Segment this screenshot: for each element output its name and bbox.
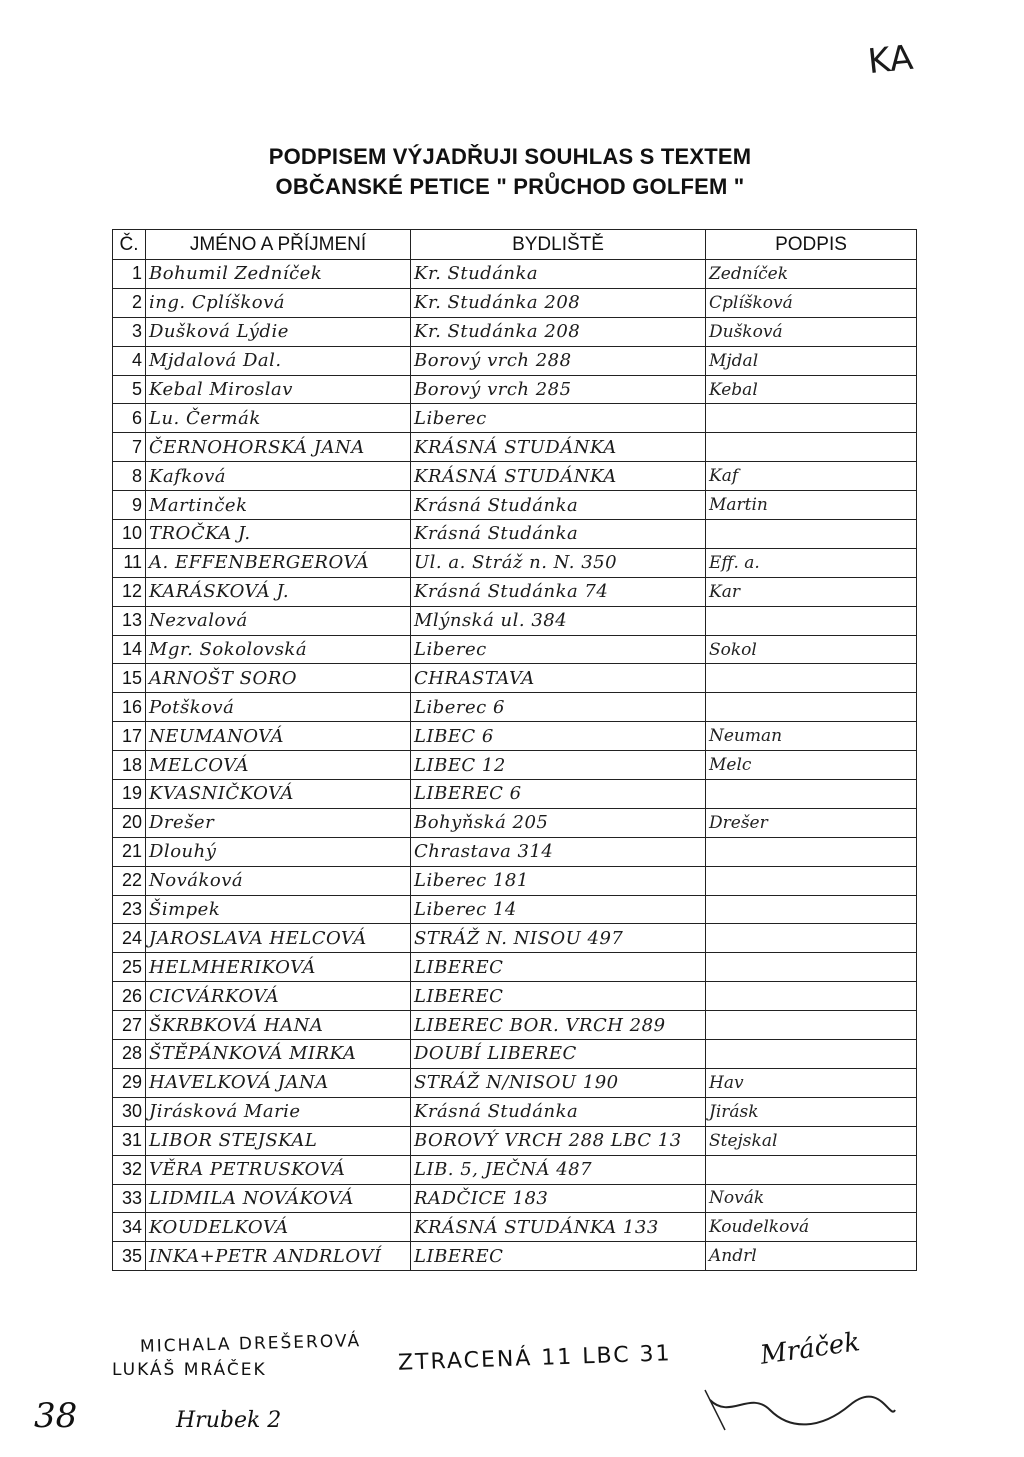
row-signature: Mjdal — [706, 346, 917, 375]
row-signature — [706, 1155, 917, 1184]
table-row — [113, 606, 917, 635]
table-row — [113, 260, 917, 289]
row-signature: Stejskal — [706, 1126, 917, 1155]
row-name: ŠTĚPÁNKOVÁ MIRKA — [146, 1040, 411, 1069]
table-row — [113, 288, 917, 317]
row-name: Dlouhý — [146, 837, 411, 866]
table-row — [113, 1213, 917, 1242]
row-name: Kebal Miroslav — [146, 375, 411, 404]
row-signature — [706, 606, 917, 635]
row-address: Borový vrch 285 — [411, 375, 706, 404]
table-row — [113, 924, 917, 953]
row-address: DOUBÍ LIBEREC — [411, 1040, 706, 1069]
row-name: Kafková — [146, 462, 411, 491]
table-row — [113, 433, 917, 462]
table-row — [113, 722, 917, 751]
row-number: 8 — [113, 462, 146, 491]
row-signature — [706, 837, 917, 866]
row-signature — [706, 1011, 917, 1040]
row-number: 25 — [113, 953, 146, 982]
row-address: KRÁSNÁ STUDÁNKA — [411, 433, 706, 462]
table-row — [113, 693, 917, 722]
row-signature: Martin — [706, 491, 917, 520]
row-signature — [706, 953, 917, 982]
row-number: 14 — [113, 635, 146, 664]
row-name: Martinček — [146, 491, 411, 520]
row-signature — [706, 693, 917, 722]
row-number: 20 — [113, 808, 146, 837]
row-name: Bohumil Zedníček — [146, 260, 411, 289]
row-name: MELCOVÁ — [146, 751, 411, 780]
row-address: Liberec 181 — [411, 866, 706, 895]
table-row — [113, 1126, 917, 1155]
row-name: NEUMANOVÁ — [146, 722, 411, 751]
row-address: Krásná Studánka — [411, 491, 706, 520]
row-name: TROČKA J. — [146, 520, 411, 549]
row-address: LIBEREC — [411, 953, 706, 982]
row-signature: Sokol — [706, 635, 917, 664]
row-number: 19 — [113, 780, 146, 809]
row-address: Chrastava 314 — [411, 837, 706, 866]
row-signature — [706, 866, 917, 895]
header-number: Č. — [113, 230, 146, 260]
footer-extra-address: ZTRACENÁ 11 LBC 31 — [397, 1341, 672, 1376]
row-name: CICVÁRKOVÁ — [146, 982, 411, 1011]
row-signature: Dušková — [706, 317, 917, 346]
row-signature: Cplíšková — [706, 288, 917, 317]
table-row — [113, 1155, 917, 1184]
table-row — [113, 1184, 917, 1213]
row-name: Potšková — [146, 693, 411, 722]
row-address: Kr. Studánka 208 — [411, 317, 706, 346]
row-number: 24 — [113, 924, 146, 953]
row-name: HAVELKOVÁ JANA — [146, 1068, 411, 1097]
row-number: 30 — [113, 1097, 146, 1126]
table-row — [113, 895, 917, 924]
row-name: ŠKRBKOVÁ HANA — [146, 1011, 411, 1040]
row-number: 9 — [113, 491, 146, 520]
row-number: 12 — [113, 577, 146, 606]
row-number: 22 — [113, 866, 146, 895]
row-address: Liberec — [411, 635, 706, 664]
row-address: Krásná Studánka 74 — [411, 577, 706, 606]
row-number: 35 — [113, 1242, 146, 1271]
row-signature: Andrl — [706, 1242, 917, 1271]
row-number: 31 — [113, 1126, 146, 1155]
row-address: RADČICE 183 — [411, 1184, 706, 1213]
page-signature: Hrubek 2 — [176, 1408, 282, 1433]
row-signature — [706, 780, 917, 809]
row-number: 11 — [113, 548, 146, 577]
footer-extra-signature: Mráček — [758, 1327, 862, 1371]
table-row — [113, 375, 917, 404]
title-line-1: PODPISEM VÝJADŘUJI SOUHLAS S TEXTEM — [268, 144, 752, 169]
row-signature: Melc — [706, 751, 917, 780]
row-name: KARÁSKOVÁ J. — [146, 577, 411, 606]
table-row — [113, 635, 917, 664]
row-name: VĚRA PETRUSKOVÁ — [146, 1155, 411, 1184]
row-number: 17 — [113, 722, 146, 751]
footer-extra-name-2: LUKÁŠ MRÁČEK — [112, 1360, 267, 1380]
row-name: KVASNIČKOVÁ — [146, 780, 411, 809]
row-number: 15 — [113, 664, 146, 693]
row-address: Liberec 6 — [411, 693, 706, 722]
row-name: Mjdalová Dal. — [146, 346, 411, 375]
row-address: KRÁSNÁ STUDÁNKA — [411, 462, 706, 491]
table-row — [113, 548, 917, 577]
page-count: 38 — [34, 1396, 78, 1436]
table-row — [113, 462, 917, 491]
row-number: 2 — [113, 288, 146, 317]
row-signature: Jirásk — [706, 1097, 917, 1126]
corner-mark: KA — [866, 37, 915, 83]
title-line-2: OBČANSKÉ PETICE " PRŮCHOD GOLFEM " — [275, 174, 745, 199]
row-address: Liberec 14 — [411, 895, 706, 924]
table-row — [113, 317, 917, 346]
row-address: Liberec — [411, 404, 706, 433]
table-row — [113, 953, 917, 982]
row-signature: Kar — [706, 577, 917, 606]
header-name: JMÉNO A PŘÍJMENÍ — [146, 230, 411, 260]
table-row — [113, 982, 917, 1011]
row-address: BOROVÝ VRCH 288 LBC 13 — [411, 1126, 706, 1155]
row-address: Ul. a. Stráž n. N. 350 — [411, 548, 706, 577]
row-signature: Zedníček — [706, 260, 917, 289]
row-address: Krásná Studánka — [411, 1097, 706, 1126]
row-signature — [706, 895, 917, 924]
row-number: 23 — [113, 895, 146, 924]
row-number: 16 — [113, 693, 146, 722]
row-address: LIBEREC — [411, 1242, 706, 1271]
row-signature — [706, 924, 917, 953]
row-number: 6 — [113, 404, 146, 433]
table-row — [113, 520, 917, 549]
row-number: 3 — [113, 317, 146, 346]
row-address: LIBEREC — [411, 982, 706, 1011]
row-name: Drešer — [146, 808, 411, 837]
row-address: Kr. Studánka — [411, 260, 706, 289]
row-name: KOUDELKOVÁ — [146, 1213, 411, 1242]
row-number: 13 — [113, 606, 146, 635]
row-number: 4 — [113, 346, 146, 375]
row-name: HELMHERIKOVÁ — [146, 953, 411, 982]
row-signature: Koudelková — [706, 1213, 917, 1242]
table-row — [113, 780, 917, 809]
row-number: 27 — [113, 1011, 146, 1040]
table-row — [113, 1011, 917, 1040]
table-row — [113, 491, 917, 520]
signature-table — [112, 229, 917, 1271]
row-name: INKA+PETR ANDRLOVÍ — [146, 1242, 411, 1271]
row-number: 7 — [113, 433, 146, 462]
table-row — [113, 346, 917, 375]
footer-extra-name-1: MICHALA DREŠEROVÁ — [139, 1331, 362, 1357]
row-name: Nováková — [146, 866, 411, 895]
row-number: 18 — [113, 751, 146, 780]
table-row — [113, 837, 917, 866]
row-name: ČERNOHORSKÁ JANA — [146, 433, 411, 462]
row-address: Bohyňská 205 — [411, 808, 706, 837]
row-signature — [706, 982, 917, 1011]
row-address: KRÁSNÁ STUDÁNKA 133 — [411, 1213, 706, 1242]
row-number: 33 — [113, 1184, 146, 1213]
table-row — [113, 1242, 917, 1271]
row-signature — [706, 1040, 917, 1069]
row-signature: Kebal — [706, 375, 917, 404]
row-number: 10 — [113, 520, 146, 549]
table-body — [113, 260, 917, 1271]
table-row — [113, 866, 917, 895]
row-address: LIBEC 12 — [411, 751, 706, 780]
row-signature — [706, 433, 917, 462]
header-signature: PODPIS — [706, 230, 917, 260]
table-row — [113, 664, 917, 693]
row-address: CHRASTAVA — [411, 664, 706, 693]
row-name: JAROSLAVA HELCOVÁ — [146, 924, 411, 953]
row-address: LIBEC 6 — [411, 722, 706, 751]
row-name: Šimpek — [146, 895, 411, 924]
row-address: Borový vrch 288 — [411, 346, 706, 375]
table-row — [113, 577, 917, 606]
signature-flourish — [700, 1380, 900, 1440]
row-address: LIBEREC BOR. VRCH 289 — [411, 1011, 706, 1040]
row-signature: Eff. a. — [706, 548, 917, 577]
row-address: LIBEREC 6 — [411, 780, 706, 809]
row-number: 32 — [113, 1155, 146, 1184]
row-number: 1 — [113, 260, 146, 289]
table-row — [113, 1040, 917, 1069]
row-name: Jirásková Marie — [146, 1097, 411, 1126]
table-row — [113, 1097, 917, 1126]
row-address: Mlýnská ul. 384 — [411, 606, 706, 635]
row-name: ARNOŠT SORO — [146, 664, 411, 693]
row-number: 5 — [113, 375, 146, 404]
row-signature — [706, 664, 917, 693]
row-signature: Hav — [706, 1068, 917, 1097]
row-number: 34 — [113, 1213, 146, 1242]
row-signature: Novák — [706, 1184, 917, 1213]
row-name: Dušková Lýdie — [146, 317, 411, 346]
row-signature: Drešer — [706, 808, 917, 837]
row-number: 21 — [113, 837, 146, 866]
row-address: LIB. 5, JEČNÁ 487 — [411, 1155, 706, 1184]
row-number: 29 — [113, 1068, 146, 1097]
petition-title — [150, 142, 870, 202]
row-signature — [706, 520, 917, 549]
row-number: 28 — [113, 1040, 146, 1069]
row-name: A. EFFENBERGEROVÁ — [146, 548, 411, 577]
row-address: STRÁŽ N/NISOU 190 — [411, 1068, 706, 1097]
row-address: Krásná Studánka — [411, 520, 706, 549]
row-name: ing. Cplíšková — [146, 288, 411, 317]
table-header-row — [113, 230, 917, 260]
table-row — [113, 751, 917, 780]
table-row — [113, 1068, 917, 1097]
row-name: LIBOR STEJSKAL — [146, 1126, 411, 1155]
row-name: Lu. Čermák — [146, 404, 411, 433]
header-address: BYDLIŠTĚ — [411, 230, 706, 260]
row-signature: Kaf — [706, 462, 917, 491]
row-name: LIDMILA NOVÁKOVÁ — [146, 1184, 411, 1213]
row-address: STRÁŽ N. NISOU 497 — [411, 924, 706, 953]
row-signature — [706, 404, 917, 433]
row-signature: Neuman — [706, 722, 917, 751]
row-name: Mgr. Sokolovská — [146, 635, 411, 664]
table-row — [113, 808, 917, 837]
table-row — [113, 404, 917, 433]
row-name: Nezvalová — [146, 606, 411, 635]
row-number: 26 — [113, 982, 146, 1011]
row-address: Kr. Studánka 208 — [411, 288, 706, 317]
